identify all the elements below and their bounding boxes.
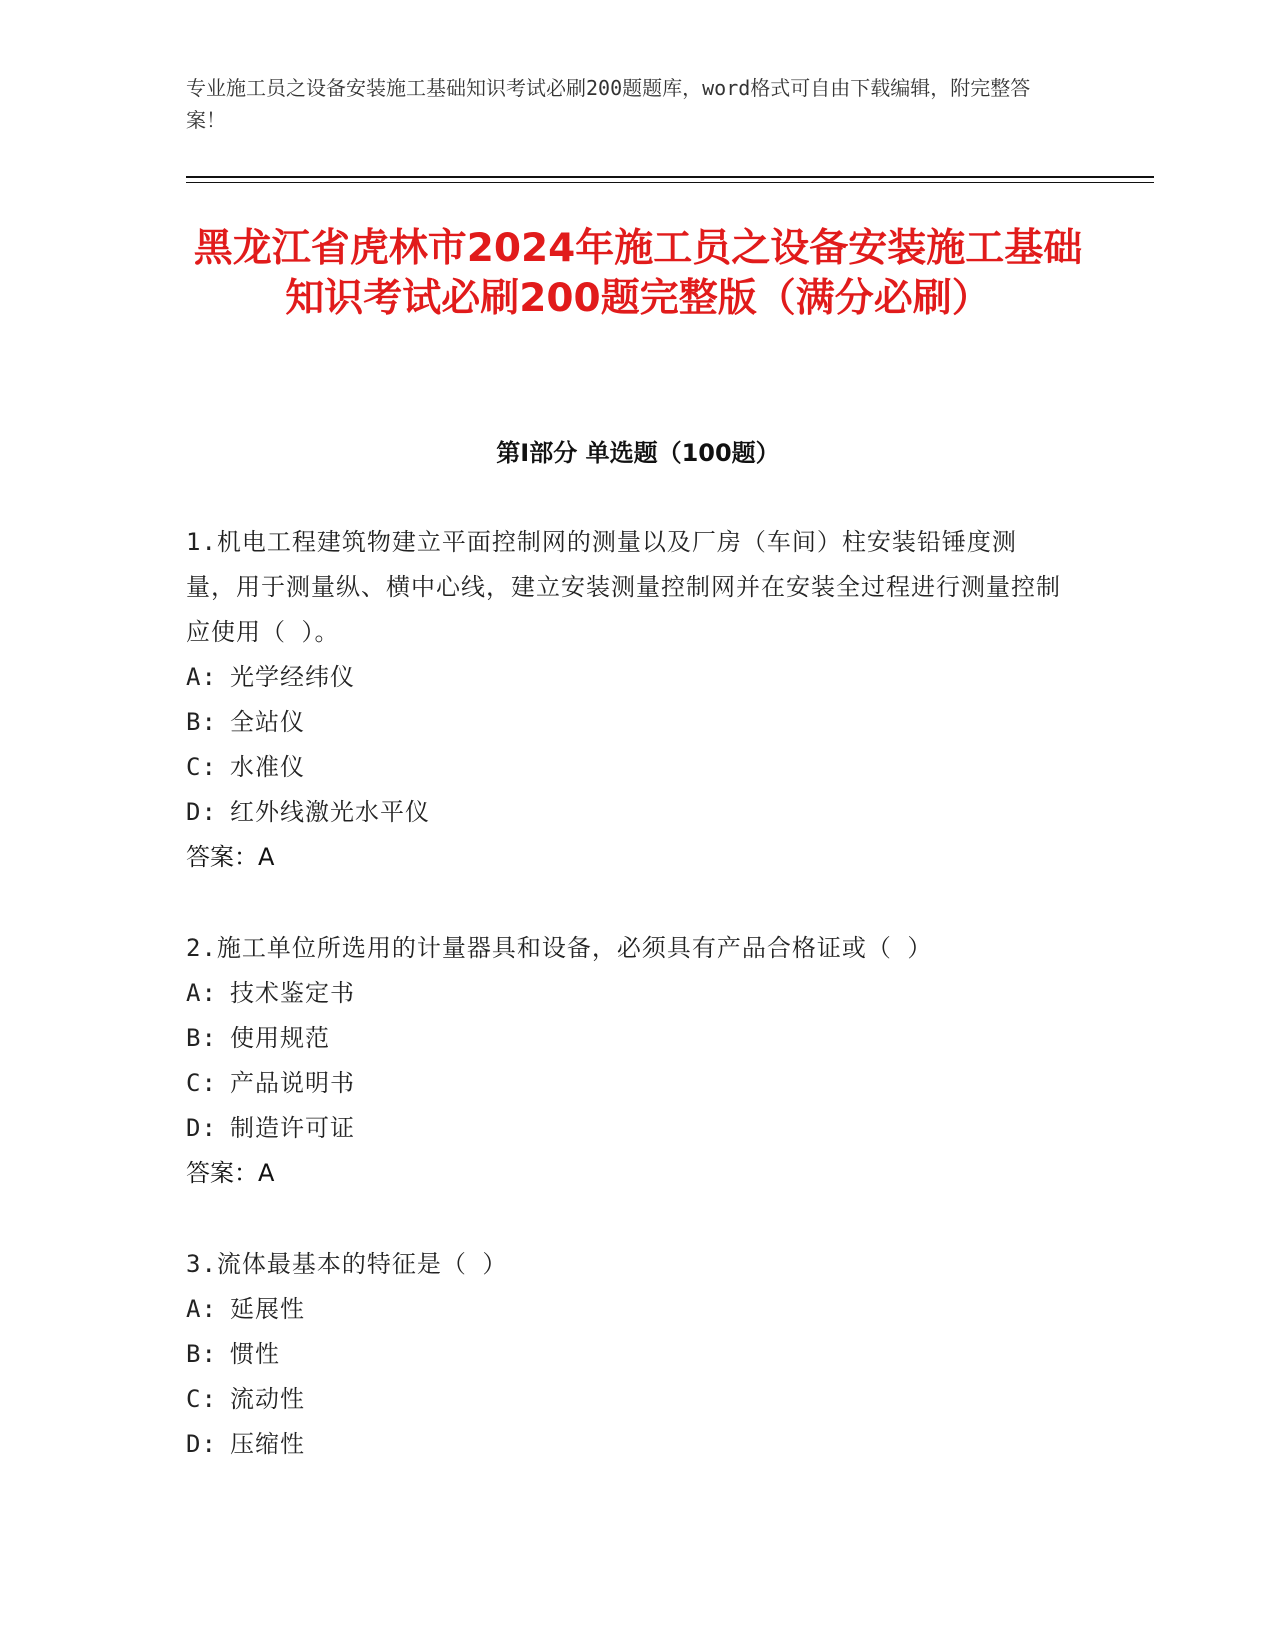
question-spacer (186, 1196, 1066, 1242)
option-c (186, 1061, 1066, 1106)
question-2 (186, 926, 1066, 1196)
option-b (186, 1016, 1066, 1061)
option-text: 产品说明书 (230, 1069, 355, 1097)
option-text: 光学经纬仪 (230, 663, 355, 691)
option-letter: B: (186, 1340, 217, 1368)
option-b (186, 700, 1066, 745)
option-d (186, 1422, 1066, 1467)
option-text: 制造许可证 (230, 1114, 355, 1142)
question-stem: 1.机电工程建筑物建立平面控制网的测量以及厂房（车间）柱安装铅锤度测量，用于测量纵、横中心线，建立安装测量控制网并在安装全过程进行测量控制应使用（ ）。 (186, 528, 1061, 646)
option-letter: D: (186, 1114, 217, 1142)
option-text: 压缩性 (230, 1430, 305, 1458)
option-letter: B: (186, 708, 217, 736)
question-stem: 3.流体最基本的特征是（ ） (186, 1250, 508, 1278)
header-note: 专业施工员之设备安装施工基础知识考试必刷200题题库，word格式可自由下载编辑，附完整答案！ (186, 76, 1031, 132)
option-text: 水准仪 (230, 753, 305, 781)
option-letter: A: (186, 1295, 217, 1323)
option-d (186, 1106, 1066, 1151)
option-c (186, 1377, 1066, 1422)
option-letter: C: (186, 1385, 217, 1413)
option-letter: A: (186, 663, 217, 691)
option-letter: C: (186, 1069, 217, 1097)
option-text: 红外线激光水平仪 (230, 798, 430, 826)
option-letter: B: (186, 1024, 217, 1052)
option-c (186, 745, 1066, 790)
option-letter: D: (186, 798, 217, 826)
answer-line: 答案：A (186, 1159, 275, 1187)
option-text: 延展性 (230, 1295, 305, 1323)
section-heading: 第I部分 单选题（100题） (496, 439, 780, 467)
option-text: 惯性 (230, 1340, 280, 1368)
header-divider-thick (186, 176, 1154, 178)
option-a (186, 655, 1066, 700)
option-text: 技术鉴定书 (230, 979, 355, 1007)
question-stem: 2.施工单位所选用的计量器具和设备，必须具有产品合格证或（ ） (186, 934, 933, 962)
question-spacer (186, 880, 1066, 926)
option-a (186, 971, 1066, 1016)
question-1 (186, 520, 1066, 880)
question-3 (186, 1242, 1066, 1467)
header-divider-thin (186, 182, 1154, 183)
option-letter: A: (186, 979, 217, 1007)
option-letter: D: (186, 1430, 217, 1458)
answer-line: 答案：A (186, 843, 275, 871)
option-letter: C: (186, 753, 217, 781)
option-text: 全站仪 (230, 708, 305, 736)
option-d (186, 790, 1066, 835)
document-title: 黑龙江省虎林市2024年施工员之设备安装施工基础知识考试必刷200题完整版（满分必刷） (193, 226, 1083, 321)
option-text: 使用规范 (230, 1024, 330, 1052)
option-a (186, 1287, 1066, 1332)
option-text: 流动性 (230, 1385, 305, 1413)
question-list (186, 520, 1066, 1467)
option-b (186, 1332, 1066, 1377)
